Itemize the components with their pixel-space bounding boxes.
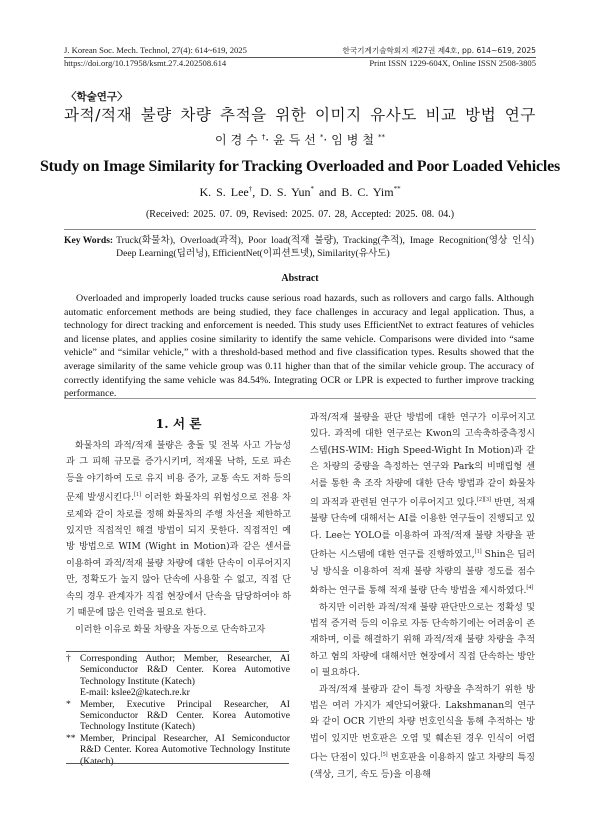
author-separator: ·	[323, 133, 332, 147]
paragraph	[310, 682, 535, 783]
keywords-block	[64, 235, 534, 260]
journal-header	[64, 45, 536, 69]
author-email[interactable]: E-mail: kslee2@katech.re.kr	[80, 687, 190, 699]
paragraph: 이러한 이유로 화물 차량을 자동으로 단속하고자	[75, 624, 266, 635]
paragraph-text: 반면, 적재 불량 단속에 대해서는 AI를 이용한 연구들이 진행되고 있다. Lee는 YOLO를 이용하여 과적/적재 불량 차량을 판단하는 시스템에 대한 연구를 진행하였고,	[310, 498, 535, 561]
author-separator: ·	[265, 133, 274, 147]
paragraph-text: 이러한 화물차의 위험성으로 전용 차로제와 같이 차로를 정해 화물차의 주행 차선을 제한하고 있지만 직접적인 해결 방법이 되지 못한다. 직접적인 예방 방법으로 WIM (Wight in Motion)과 같은 센서를 이용하여 과적/적재 불량 차량에 대한 단속이 이루어지지만, 정확도가 높지 않아 단속에 사용할 수 없고, 직접 단속의 경우 관계자가 직접 현장에서 단속을 담당하여야 하기 때문에 많은 인력을 필요로 한다.	[66, 493, 291, 619]
authors-english: K. S. Lee†, D. S. Yun* and B. C. Yim**	[199, 185, 401, 199]
footnotes	[66, 653, 290, 767]
footnote-end-divider	[66, 763, 289, 764]
author-mark: **	[378, 133, 385, 141]
abstract-body: Overloaded and improperly loaded trucks cause serious road hazards, such as rollovers and cargo falls. Although automatic enforcement methods are being studied, they face challenges in accuracy and legal application. Thus, a technology for direct tracking and enforcement is needed. This study uses EfficientNet to extract features of vehicles and license plates, and applies cosine similarity to identify the same vehicle. Comparisons were divided into “same vehicle” and “similar vehicle,” with a threshold-based method and five classification types. Results showed that the average similarity of the same vehicle group was 0.11 higher than that of the similar vehicle group. The accuracy of correctly identifying the same vehicle was 84.54%. Integrating OCR or LPR is expected to further improve tracking performance.	[64, 293, 534, 400]
citation-ref[interactable]: [1]	[134, 492, 142, 499]
paragraph-text: 번호판을 이용하지 않고 차량의 특징(색상, 크기, 속도 등)을 이용해	[310, 753, 535, 780]
footnote	[66, 733, 290, 767]
title-korean: 과적/적재 불량 차량 추적을 위한 이미지 유사도 비교 방법 연구	[64, 106, 536, 124]
paragraph	[310, 410, 535, 600]
citation-ref[interactable]: [5]	[380, 752, 388, 759]
divider	[64, 229, 536, 230]
author-ko-3: 임병철	[331, 133, 378, 147]
journal-citation: J. Korean Soc. Mech. Technol, 27(4): 614~619, 2025	[64, 45, 247, 55]
journal-citation-korean: 한국기계기술학회지 제27권 제4호, pp. 614~619, 2025	[342, 46, 536, 55]
author-en-1: K. S. Lee	[199, 185, 249, 199]
issn-info: Print ISSN 1229-604X, Online ISSN 2508-3805	[369, 57, 536, 68]
keywords-label: Key Words:	[64, 235, 114, 246]
article-category: 〈학술연구〉	[66, 91, 128, 103]
footnote	[66, 653, 290, 699]
footnote-text: Member, Principal Researcher, AI Semiconductor R&D Center. Korea Automotive Technology Institute (Katech)	[80, 732, 290, 767]
citation-ref[interactable]: [2][3]	[477, 497, 492, 504]
author-mark: *	[319, 133, 324, 141]
author-en-2: D. S. Yun	[260, 185, 311, 199]
paragraph	[66, 438, 291, 622]
abstract-heading: Abstract	[281, 273, 319, 284]
author-mark: **	[393, 185, 401, 193]
paragraph-text: 화물차의 과적/적재 불량은 충돌 및 전복 사고 가능성과 그 피해 규모를 증가시키며, 적재물 낙하, 도로 파손 등을 야기하여 도로 유지 비용 증가, 교통 속도 저하 등의 문제 발생시킨다.	[66, 441, 291, 504]
footnote-mark: *	[66, 698, 71, 710]
citation-ref[interactable]: [1]	[474, 549, 482, 556]
body-column-right	[310, 410, 535, 783]
footnote-mark: **	[66, 732, 76, 744]
footnote-divider	[66, 651, 289, 652]
doi-link[interactable]: https://doi.org/10.17958/ksmt.27.4.202508.614	[64, 57, 227, 68]
paragraph: 하지만 이러한 과적/적재 불량 판단만으로는 정확성 및 법적 증거력 등의 이유로 자동 단속하기에는 어려움이 존재하며, 이를 해결하기 위해 과적/적재 불량 차량을 추적하고 혐의 차량에 대해서만 현장에서 직접 단속하는 방안이 필요하다.	[310, 602, 535, 679]
body-column-left	[66, 438, 291, 638]
author-en-3: B. C. Yim	[341, 185, 394, 199]
authors-korean	[0, 131, 600, 148]
divider	[64, 398, 536, 399]
citation-ref[interactable]: [4]	[526, 585, 534, 592]
publication-dates: (Received: 2025. 07. 09, Revised: 2025. 07. 28, Accepted: 2025. 08. 04.)	[145, 209, 455, 220]
section-heading: 1. 서 론	[155, 416, 202, 431]
keywords-text: Truck(화물차), Overload(과적), Poor load(적재 불량), Tracking(추적), Image Recognition(영상 인식) Deep Learning(딥러닝), EfficientNet(이피션트넷), Similarity(유사도)	[116, 235, 534, 259]
author-conjunction: and	[314, 185, 342, 199]
footnote	[66, 699, 290, 733]
author-ko-2: 윤득선	[273, 133, 320, 147]
footnote-mark: †	[66, 653, 71, 664]
author-mark: †	[261, 133, 266, 141]
footnote-text: Member, Executive Principal Researcher, AI Semiconductor R&D Center. Korea Automotive Technology Institute (Katech)	[80, 698, 290, 733]
author-mark: *	[310, 185, 314, 193]
title-english: Study on Image Similarity for Tracking Overloaded and Poor Loaded Vehicles	[39, 158, 561, 175]
author-ko-1: 이경수	[215, 133, 262, 147]
paragraph-text: 과적/적재 불량을 판단 방법에 대한 연구가 이루어지고 있다. 과적에 대한 연구로는 Kwon의 고속축하중측정시스템(HS-WIM: High Speed-Wight In Motion)과 같은 차량의 중량을 측정하는 연구와 Park의 비매립형 센서를 통한 축 조작 차량에 대한 단속 방법과 같이 화물차의 과적과 관련된 연구가 이루어지고 있다.	[310, 413, 535, 509]
footnote-text: Corresponding Author; Member, Researcher, AI Semiconductor R&D Center. Korea Automotive Technology Institute (Katech)	[80, 653, 290, 687]
paragraph-text: 과적/적재 불량과 같이 특정 차량을 추적하기 위한 방법은 여러 가지가 제안되어왔다. Lakshmanan의 연구와 같이 OCR 기반의 차량 번호인식을 통해 추적하는 방법이 있지만 번호판은 오염 및 훼손된 경우 인식이 어렵다는 단점이 있다.	[310, 684, 535, 764]
paragraph-text: Shin은 딥러닝 방식을 이용하여 적재 불량 차량의 불량 정도를 점수화하는 연구를 통해 적재 불량 단속 방법을 제시하였다.	[310, 550, 535, 597]
author-mark: †	[248, 185, 253, 193]
